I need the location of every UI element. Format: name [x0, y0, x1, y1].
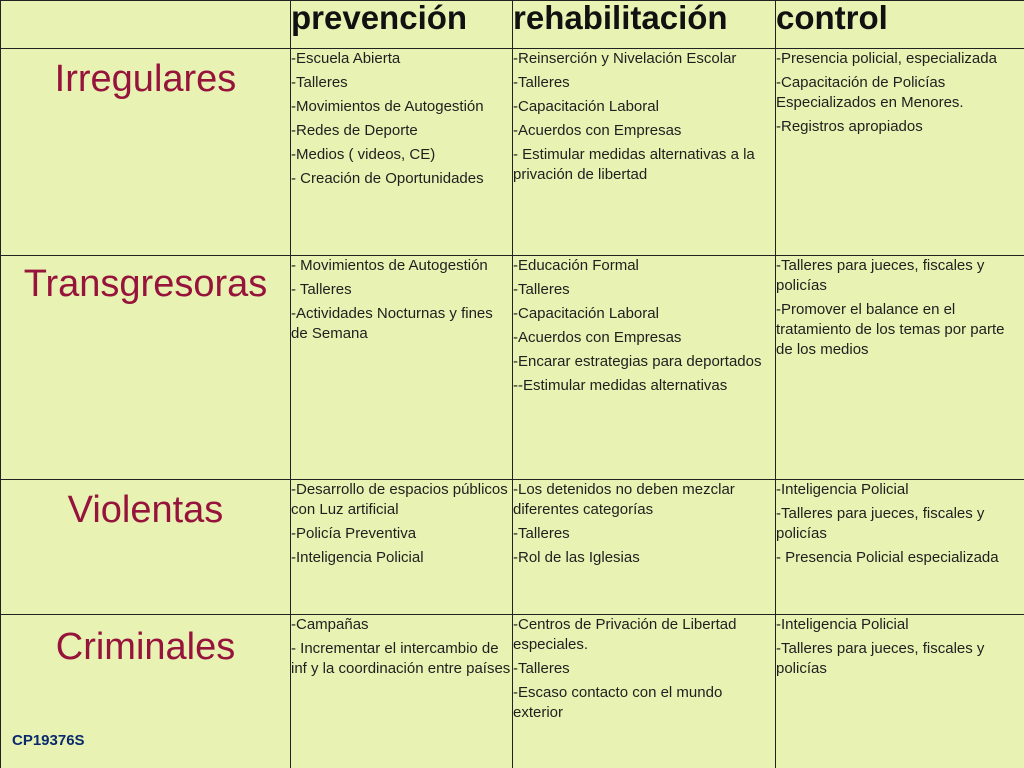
list-item: - Estimular medidas alternativas a la privación de libertad — [513, 146, 755, 183]
list-item: -Acuerdos con Empresas — [513, 122, 682, 139]
list-item: -Educación Formal — [513, 257, 639, 274]
header-rehabilitacion: rehabilitación — [513, 1, 776, 49]
corner-cell — [1, 1, 291, 49]
control-cell — [776, 615, 1024, 768]
control-cell — [776, 256, 1024, 480]
header-control: control — [776, 1, 1024, 49]
list-item: -Rol de las Iglesias — [513, 549, 640, 566]
list-item: --Estimular medidas alternativas — [513, 377, 728, 394]
prevencion-cell — [291, 256, 513, 480]
table-row — [1, 480, 1024, 615]
rehabilitacion-cell — [513, 49, 776, 256]
list-item: -Talleres para jueces, fiscales y policías — [776, 257, 985, 294]
list-item: - Incrementar el intercambio de inf y la coordinación entre países — [291, 640, 511, 677]
list-item: -Talleres para jueces, fiscales y policías — [776, 505, 985, 542]
list-item: -Capacitación Laboral — [513, 98, 659, 115]
rehabilitacion-cell — [513, 256, 776, 480]
list-item: -Actividades Nocturnas y fines de Semana — [291, 305, 493, 342]
row-label-cell — [1, 615, 291, 768]
list-item: -Talleres — [513, 74, 570, 91]
list-item: -Capacitación de Policías Especializados en Menores. — [776, 74, 964, 111]
list-item: -Capacitación Laboral — [513, 305, 659, 322]
list-item: -Inteligencia Policial — [776, 481, 909, 498]
header-row — [1, 1, 1024, 49]
list-item: -Talleres — [513, 281, 570, 298]
row-label: Transgresoras — [23, 263, 268, 305]
list-item: - Presencia Policial especializada — [776, 549, 999, 566]
list-item: -Presencia policial, especializada — [776, 50, 997, 67]
table-row — [1, 615, 1024, 768]
list-item: -Talleres — [291, 74, 348, 91]
list-item: -Medios ( videos, CE) — [291, 146, 436, 163]
list-item: -Redes de Deporte — [291, 122, 418, 139]
list-item: -Inteligencia Policial — [291, 549, 424, 566]
table-row — [1, 256, 1024, 480]
list-item: -Escaso contacto con el mundo exterior — [513, 684, 723, 721]
list-item: -Acuerdos con Empresas — [513, 329, 682, 346]
list-item: -Talleres para jueces, fiscales y policías — [776, 640, 985, 677]
list-item: -Registros apropiados — [776, 118, 923, 135]
list-item: -Reinserción y Nivelación Escolar — [513, 50, 737, 67]
list-item: -Escuela Abierta — [291, 50, 401, 67]
row-label: Criminales — [55, 626, 236, 668]
prevencion-cell — [291, 49, 513, 256]
list-item: -Talleres — [513, 525, 570, 542]
list-item: -Movimientos de Autogestión — [291, 98, 484, 115]
row-label: Irregulares — [54, 58, 237, 100]
control-cell — [776, 480, 1024, 615]
list-item: -Talleres — [513, 660, 570, 677]
control-cell — [776, 49, 1024, 256]
list-item: - Creación de Oportunidades — [291, 170, 484, 187]
rehabilitacion-cell — [513, 615, 776, 768]
row-label-cell — [1, 480, 291, 615]
row-label-cell — [1, 49, 291, 256]
row-label-cell — [1, 256, 291, 480]
list-item: -Promover el balance en el tratamiento de los temas por parte de los medios — [776, 301, 1005, 358]
prevencion-cell — [291, 480, 513, 615]
header-prevencion: prevención — [291, 1, 513, 49]
list-item: -Desarrollo de espacios públicos con Luz artificial — [291, 481, 508, 518]
list-item: - Movimientos de Autogestión — [291, 257, 488, 274]
rehabilitacion-cell — [513, 480, 776, 615]
list-item: - Talleres — [291, 281, 352, 298]
table-row — [1, 49, 1024, 256]
list-item: -Campañas — [291, 616, 369, 633]
list-item: -Los detenidos no deben mezclar diferentes categorías — [513, 481, 735, 518]
list-item: -Encarar estrategias para deportados — [513, 353, 762, 370]
list-item: -Centros de Privación de Libertad especiales. — [513, 616, 737, 653]
list-item: -Inteligencia Policial — [776, 616, 909, 633]
prevencion-cell — [291, 615, 513, 768]
slide-code: CP19376S — [12, 732, 85, 749]
row-label: Violentas — [67, 489, 224, 531]
list-item: -Policía Preventiva — [291, 525, 417, 542]
